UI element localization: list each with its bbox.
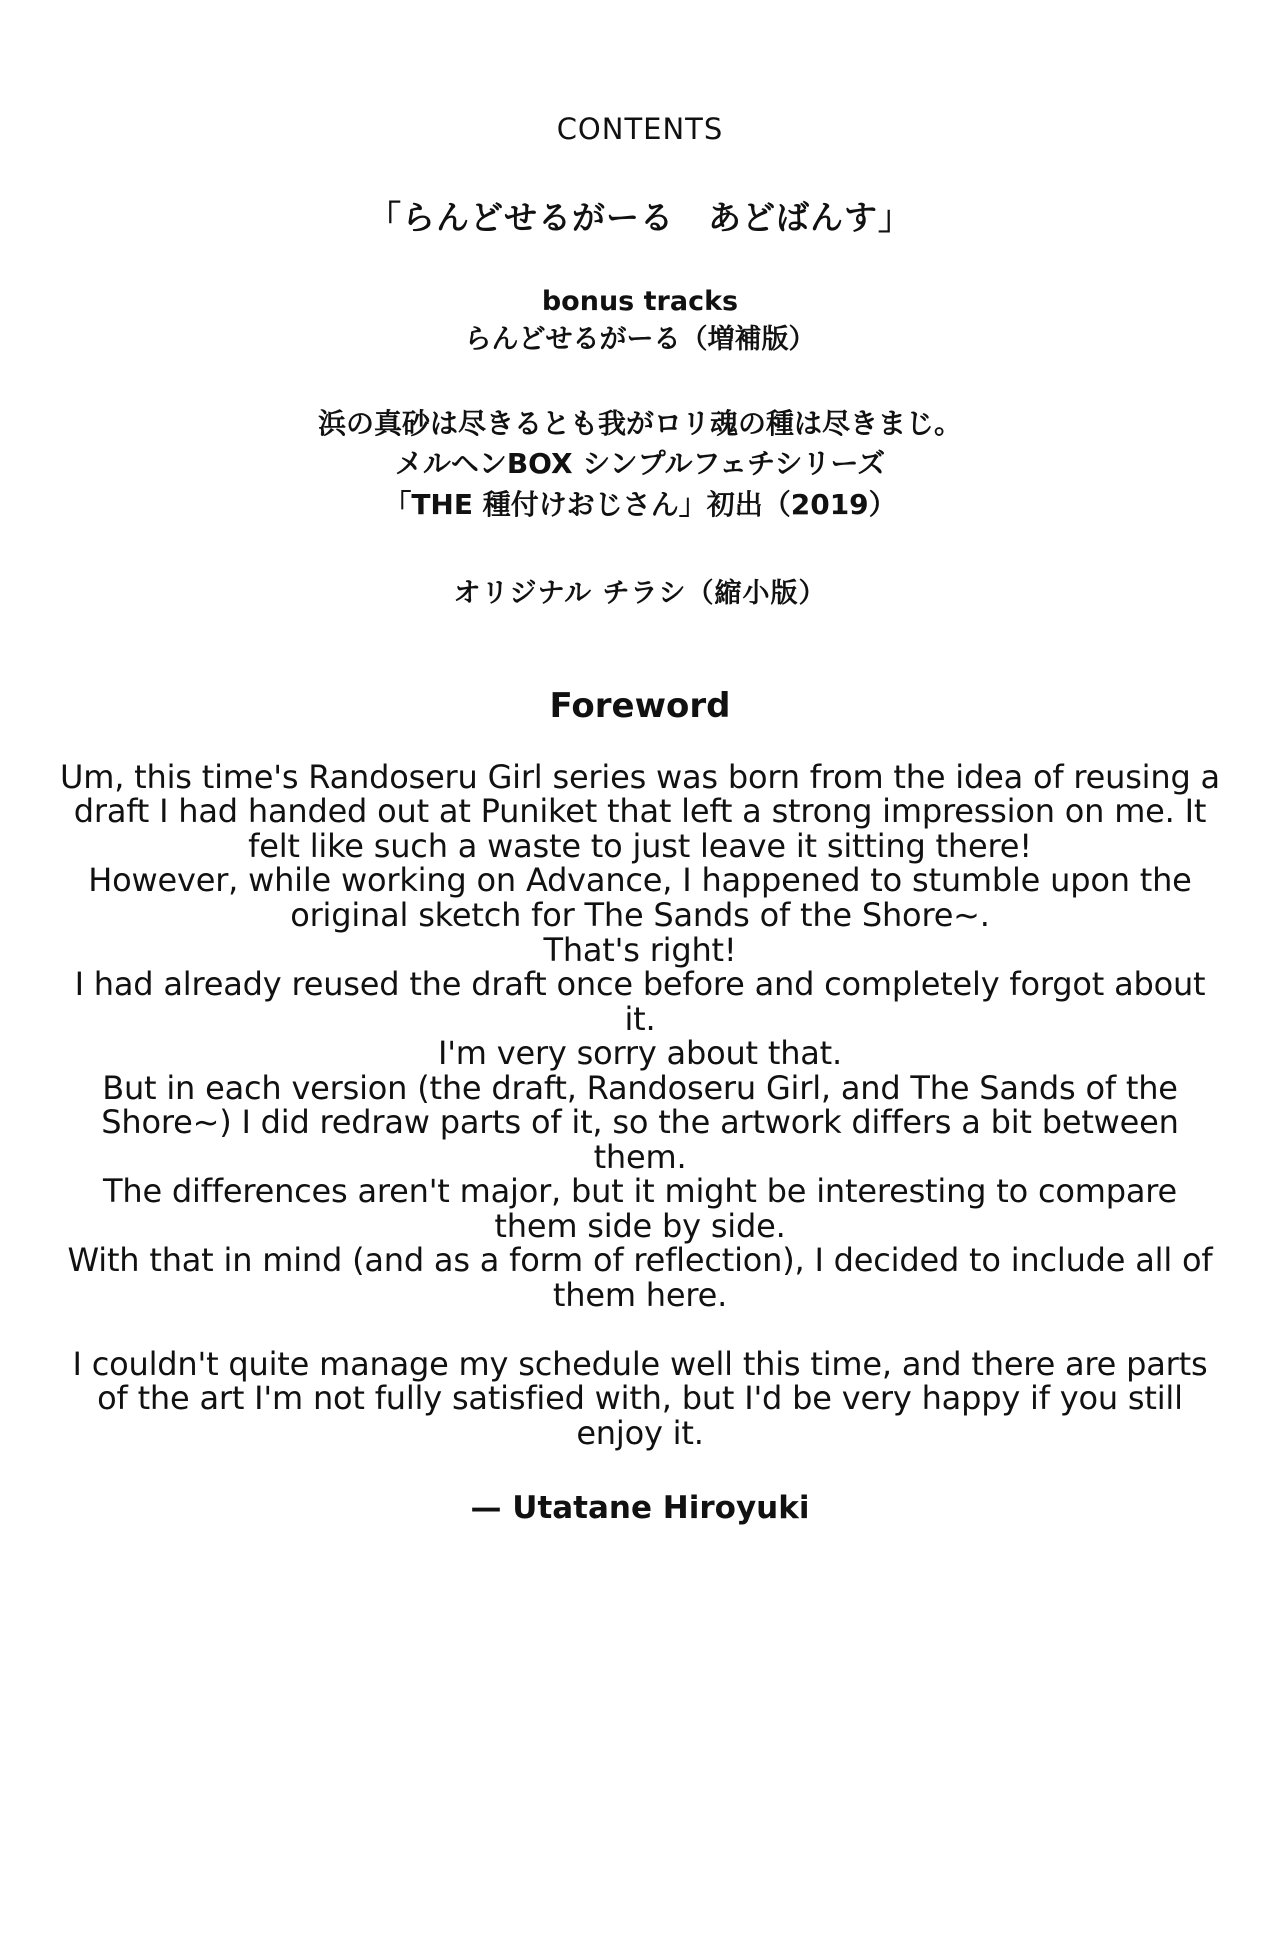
foreword-paragraph-5: I'm very sorry about that.	[437, 1034, 843, 1073]
source-credit-line-1: 浜の真砂は尽きるとも我がロリ魂の種は尽きまじ。	[317, 406, 962, 440]
foreword-paragraph-3: That's right!	[543, 930, 737, 969]
source-credit-line-2: メルヘンBOX シンプルフェチシリーズ	[394, 447, 886, 481]
author-signature: — Utatane Hiroyuki	[470, 1490, 810, 1527]
contents-heading: CONTENTS	[556, 112, 724, 146]
foreword-paragraph-6: But in each version (the draft, Randoseru Girl, and The Sands of the Shore~) I did redraw parts of it, so the artwork differs a bit between them.	[101, 1068, 1179, 1176]
flyer-label: オリジナル チラシ（縮小版）	[453, 578, 827, 610]
source-credit-line-3: 「THE 種付けおじさん」初出（2019）	[383, 487, 897, 521]
flyer-section	[60, 575, 1220, 613]
foreword-paragraph-4: I had already reused the draft once before and completely forgot about it.	[74, 965, 1206, 1038]
source-credit-section	[60, 404, 1220, 526]
series-title-japanese: 「らんどせるがーる あどばんす」	[368, 198, 912, 237]
foreword-paragraph-2: However, while working on Advance, I happened to stumble upon the original sketch for The Sands of the Shore~.	[88, 861, 1192, 934]
foreword-heading: Foreword	[549, 685, 731, 726]
foreword-paragraph-7: The differences aren't major, but it might be interesting to compare them side by side.	[103, 1172, 1177, 1245]
bonus-tracks-label: bonus tracks	[541, 286, 739, 317]
document-page	[0, 112, 1280, 1946]
foreword-paragraph-1: Um, this time's Randoseru Girl series was born from the idea of reusing a draft I had handed out at Puniket that left a strong impression on me. It felt like such a waste to just leave it sitting there!	[60, 757, 1220, 865]
foreword-body	[60, 757, 1220, 1452]
foreword-paragraph-9: I couldn't quite manage my schedule well this time, and there are parts of the art I'm not fully satisfied with, but I'd be very happy if you still enjoy it.	[72, 1344, 1208, 1452]
bonus-tracks-title: らんどせるがーる（増補版）	[464, 324, 816, 356]
foreword-paragraph-8: With that in mind (and as a form of reflection), I decided to include all of them here.	[67, 1241, 1213, 1314]
bonus-tracks-section	[60, 283, 1220, 360]
